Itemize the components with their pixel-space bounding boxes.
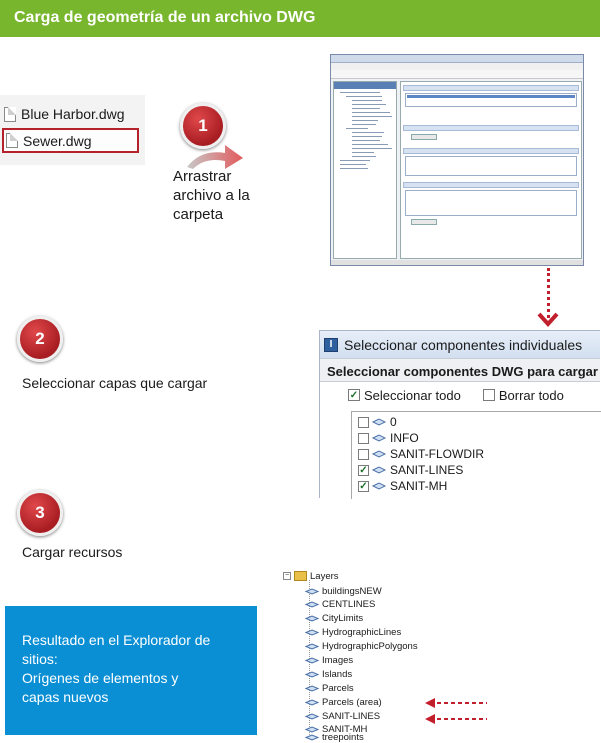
connector-line xyxy=(547,268,550,318)
tree-item[interactable]: Parcels (area) xyxy=(305,695,382,709)
checkbox-checked-icon: ✓ xyxy=(349,389,359,401)
layer-tree xyxy=(351,411,601,499)
checkbox-empty-icon[interactable] xyxy=(358,433,369,444)
layer-icon xyxy=(372,466,386,474)
layer-icon xyxy=(305,615,319,622)
collapse-icon[interactable]: − xyxy=(284,572,290,579)
tree-item[interactable]: buildingsNEW xyxy=(305,584,382,598)
tree-item[interactable]: Images xyxy=(305,653,353,667)
layer-icon xyxy=(372,450,386,458)
folder-icon xyxy=(294,571,307,581)
mini-site-explorer xyxy=(333,81,397,259)
layer-icon xyxy=(305,657,319,664)
tree-item[interactable]: HydrographicLines xyxy=(305,625,401,639)
file-item-sewer[interactable] xyxy=(2,128,139,153)
layer-icon xyxy=(305,588,319,595)
step-2-badge: 2 xyxy=(17,316,63,362)
result-callout xyxy=(5,606,257,735)
tree-item-new[interactable]: SANIT-MH xyxy=(305,722,367,736)
header-banner xyxy=(0,0,600,37)
dialog-title-bar xyxy=(320,331,600,358)
clear-all-checkbox[interactable]: Borrar todo xyxy=(483,388,564,403)
layer-icon xyxy=(372,482,386,490)
tree-item[interactable]: Islands xyxy=(305,667,352,681)
dialog-heading: Seleccionar componentes DWG para cargar xyxy=(320,358,600,382)
tree-item[interactable]: Parcels xyxy=(305,681,354,695)
file-name: Sewer.dwg xyxy=(23,132,92,149)
result-text: Resultado en el Explorador de sitios: Orígenes de elementos y capas nuevos xyxy=(22,632,211,705)
file-name: Blue Harbor.dwg xyxy=(21,106,125,122)
arrow-left-icon xyxy=(423,697,489,709)
dialog-actions xyxy=(320,382,600,408)
layer-icon xyxy=(305,726,319,733)
application-screenshot xyxy=(330,54,584,266)
file-list-panel xyxy=(0,95,145,165)
chevron-down-icon xyxy=(537,312,559,328)
dialog-title: Seleccionar componentes individuales xyxy=(344,336,583,353)
layer-row[interactable]: INFO xyxy=(358,430,419,446)
step-3-badge: 3 xyxy=(17,490,63,536)
tree-item[interactable]: treepoints xyxy=(305,735,364,739)
layer-icon xyxy=(305,643,319,650)
tree-item[interactable]: CENTLINES xyxy=(305,597,375,611)
document-icon xyxy=(6,133,18,148)
layer-row[interactable]: ✓ SANIT-MH xyxy=(359,479,448,493)
layers-folder[interactable]: − Layers xyxy=(284,570,339,582)
layer-icon xyxy=(305,601,319,608)
select-all-checkbox[interactable]: ✓ Seleccionar todo xyxy=(349,387,461,403)
checkbox-empty-icon[interactable] xyxy=(358,417,369,428)
app-icon: I xyxy=(324,338,338,352)
layer-icon xyxy=(372,434,386,442)
step-1-badge: 1 xyxy=(180,103,226,149)
checkbox-checked-icon[interactable]: ✓ xyxy=(359,464,368,476)
layer-row[interactable]: 0 xyxy=(358,414,397,430)
layer-row[interactable]: ✓ SANIT-LINES xyxy=(359,463,464,477)
tree-item-new[interactable]: SANIT-LINES xyxy=(305,709,380,723)
layer-icon xyxy=(305,699,319,706)
layer-icon xyxy=(305,713,319,720)
tree-item[interactable]: CityLimits xyxy=(305,611,363,625)
file-item-blue-harbor[interactable] xyxy=(4,103,125,125)
mini-dialog xyxy=(400,81,582,259)
layer-icon xyxy=(305,685,319,692)
layer-icon xyxy=(372,418,386,426)
arrow-left-icon xyxy=(423,713,489,725)
step-2-instruction: Seleccionar capas que cargar xyxy=(22,375,208,391)
layer-icon xyxy=(305,629,319,636)
checkbox-empty-icon xyxy=(483,389,495,401)
select-components-dialog xyxy=(319,330,600,498)
layer-icon xyxy=(305,671,319,678)
document-icon xyxy=(4,107,16,122)
tree-item[interactable]: HydrographicPolygons xyxy=(305,639,418,653)
checkbox-checked-icon[interactable]: ✓ xyxy=(359,480,368,492)
step-1-instruction: Arrastrar archivo a la carpeta xyxy=(173,168,250,223)
step-3-instruction: Cargar recursos xyxy=(22,544,123,560)
page-title: Carga de geometría de un archivo DWG xyxy=(14,9,316,26)
checkbox-empty-icon[interactable] xyxy=(358,449,369,460)
layer-icon xyxy=(305,734,319,741)
layer-row[interactable]: SANIT-FLOWDIR xyxy=(358,446,484,462)
